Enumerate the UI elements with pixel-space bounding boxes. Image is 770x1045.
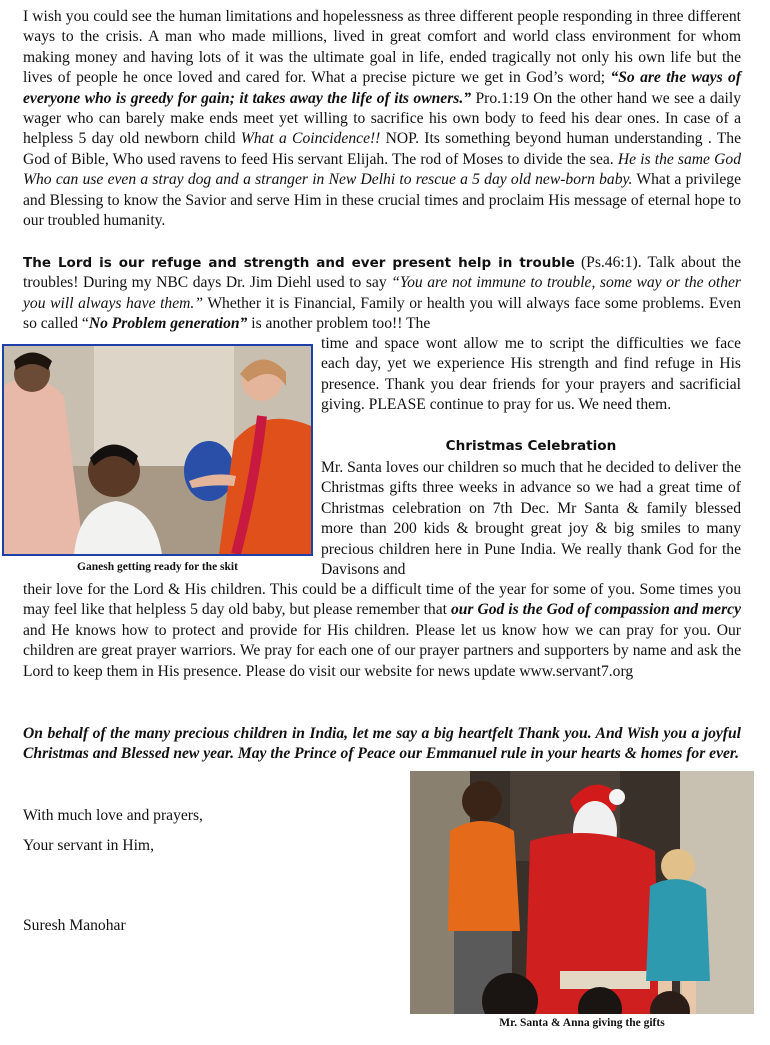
prayer-text-2: and He knows how to protect and provide for His children. Please let us know how we can pray for you. Our children are great prayer warriors. We pray for each one of our prayer partners and supporters by name and ask the Lord to keep them in His presence. Please do visit our website for news update www.servant7.org	[23, 621, 741, 680]
intro-text-2: Pro.1:19 On the other hand we see a daily wager who can barely make ends meet yet willing to sacrifice his own body to feed his dear ones. In case of a helpless 5 day old newborn child	[23, 89, 742, 148]
difficulties-paragraph: time and space wont allow me to script the difficulties we face each day, yet we experience His strength and find refuge in His presence. Thank you dear friends for your prayers and sacrificial giving. PLEASE continue to pray for us. We need them.	[321, 335, 741, 414]
compassion-quote: our God is the God of compassion and mercy	[450, 601, 741, 619]
refuge-text-2: Whether it is Financial, Family or health you will always face some problems. Even so called “	[23, 294, 741, 333]
intro-text-3: NOP. Its something beyond human understanding . The God of Bible, Who used ravens to feed His servant Elijah. The rod of Moses to divide the sea.	[23, 130, 741, 168]
closing-text: On behalf of the many precious children in India, let me say a big heartfelt Thank you. And Wish you a joyful Christmas and Blessed new year. May the Prince of Peace our Emmanuel rule in your hearts & homes for ever.	[23, 725, 741, 763]
signoff-name: Suresh Manohar	[23, 917, 126, 934]
signoff-love: With much love and prayers,	[23, 807, 203, 824]
christmas-heading: Christmas Celebration	[445, 438, 617, 454]
santa-photo-caption: Mr. Santa & Anna giving the gifts	[499, 1017, 665, 1029]
closing-blessing	[23, 724, 741, 765]
signoff-servant: Your servant in Him,	[23, 837, 154, 854]
refuge-text-1: (Ps.46:1). Talk about the troubles! During my NBC days Dr. Jim Diehl used to say	[23, 254, 741, 292]
psalm-verse: The Lord is our refuge and strength and ever present help in trouble	[23, 255, 575, 271]
proverbs-quote: “So are the ways of everyone who is greedy for gain; it takes away the life of its owners.”	[23, 69, 742, 107]
intro-text-1: I wish you could see the human limitations and hopelessness as three different people responding in three different ways to the crisis. A man who made millions, lived in great comfort and world class environment for whom making money and having lots of it was the ultimate goal in life, ended tragically not only his own life but the lives of people he once loved and cared for. What a precise picture we get in God’s word;	[23, 8, 741, 87]
santa-paragraph: Mr. Santa loves our children so much that he decided to deliver the Christmas gifts three weeks in advance so we had a great time of Christmas celebration on 7th Dec. Mr Santa & family blessed more than 200 kids & brought great joy & big smiles to many precious children here in Pune India. We really thank God for the Davisons and	[321, 459, 741, 579]
coincidence-text: What a Coincidence!!	[240, 130, 381, 148]
prayer-paragraph	[23, 580, 741, 682]
no-problem-generation: No Problem generation”	[88, 315, 248, 333]
intro-text-4: What a privilege and Blessing to know the Savior and serve Him in these crucial times and proclaim His message of eternal hope to our troubled humanity.	[23, 171, 741, 230]
intro-paragraph	[23, 7, 741, 231]
ganesh-photo-image	[4, 346, 311, 554]
ganesh-photo-caption: Ganesh getting ready for the skit	[77, 561, 238, 573]
santa-photo-image	[410, 771, 754, 1014]
refuge-paragraph	[23, 253, 741, 335]
same-god-quote: He is the same God Who can use even a stray dog and a stranger in New Delhi to rescue a 5 day old new-born baby.	[23, 150, 741, 189]
refuge-text-3: is another problem too!! The	[247, 315, 431, 333]
santa-photo	[410, 771, 754, 1014]
diehl-quote: “You are not immune to trouble, some way or the other you will always have them.”	[23, 274, 741, 312]
prayer-text-1: their love for the Lord & His children. This could be a difficult time of the year for some of you. Some times you may feel like that helpless 5 day old baby, but please remember that	[23, 581, 741, 619]
ganesh-photo	[2, 344, 313, 556]
